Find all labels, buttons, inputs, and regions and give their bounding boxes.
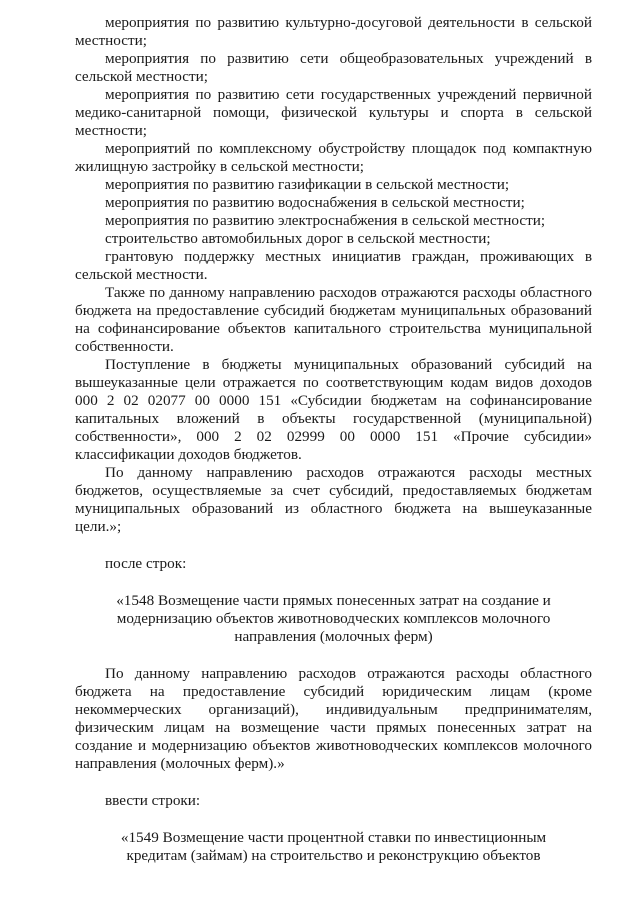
list-item: мероприятий по комплексному обустройству площадок под компактную жилищную застройку в сельской местности; — [75, 140, 592, 175]
list-item: мероприятия по развитию культурно-досуговой деятельности в сельской местности; — [75, 14, 592, 49]
paragraph-local-budgets: По данному направлению расходов отражаются расходы местных бюджетов, осуществляемые за счет субсидий, предоставляемых бюджетам муниципальных образований из областного бюджета на вышеуказанные цели.»; — [75, 464, 592, 535]
list-item: мероприятия по развитию электроснабжения в сельской местности; — [105, 212, 546, 229]
list-item: строительство автомобильных дорог в сельской местности; — [105, 230, 491, 247]
after-lines-label: после строк: — [105, 555, 187, 572]
document-body — [75, 14, 592, 865]
list-item: мероприятия по развитию сети государственных учреждений первичной медико-санитарной помощи, физической культуры и спорта в сельской местности; — [75, 86, 592, 139]
paragraph-1548: По данному направлению расходов отражаются расходы областного бюджета на предоставление субсидий юридическим лицам (кроме некоммерческих организаций), индивидуальным предпринимателям, физическим лицам на возмещение части прямых понесенных затрат на создание и модернизацию объектов животноводческих комплексов молочного направления (молочных ферм).» — [75, 665, 592, 772]
list-item: мероприятия по развитию газификации в сельской местности; — [105, 176, 510, 193]
paragraph-receipts: Поступление в бюджеты муниципальных образований субсидий на вышеуказанные цели отражается по соответствующим кодам видов доходов 000 2 02 02077 00 0000 151 «Субсидии бюджетам на софинансирование капитальных вложений в объекты государственной (муниципальной) собственности», 000 2 02 02999 00 0000 151 «Прочие субсидии» классификации доходов бюджетов. — [75, 356, 592, 463]
code-1549-heading: «1549 Возмещение части процентной ставки по инвестиционным кредитам (займам) на строительство и реконструкцию объектов — [120, 829, 547, 864]
code-1548-heading: «1548 Возмещение части прямых понесенных затрат на создание и модернизацию объектов животноводческих комплексов молочного направления (молочных ферм) — [116, 592, 551, 645]
insert-lines-label: ввести строки: — [105, 792, 201, 809]
paragraph-also: Также по данному направлению расходов отражаются расходы областного бюджета на предоставление субсидий бюджетам муниципальных образований на софинансирование объектов капитального строительства муниципальной собственности. — [75, 284, 592, 355]
list-item: мероприятия по развитию водоснабжения в сельской местности; — [105, 194, 525, 211]
list-item: мероприятия по развитию сети общеобразовательных учреждений в сельской местности; — [75, 50, 592, 85]
list-item: грантовую поддержку местных инициатив граждан, проживающих в сельской местности. — [75, 248, 592, 283]
